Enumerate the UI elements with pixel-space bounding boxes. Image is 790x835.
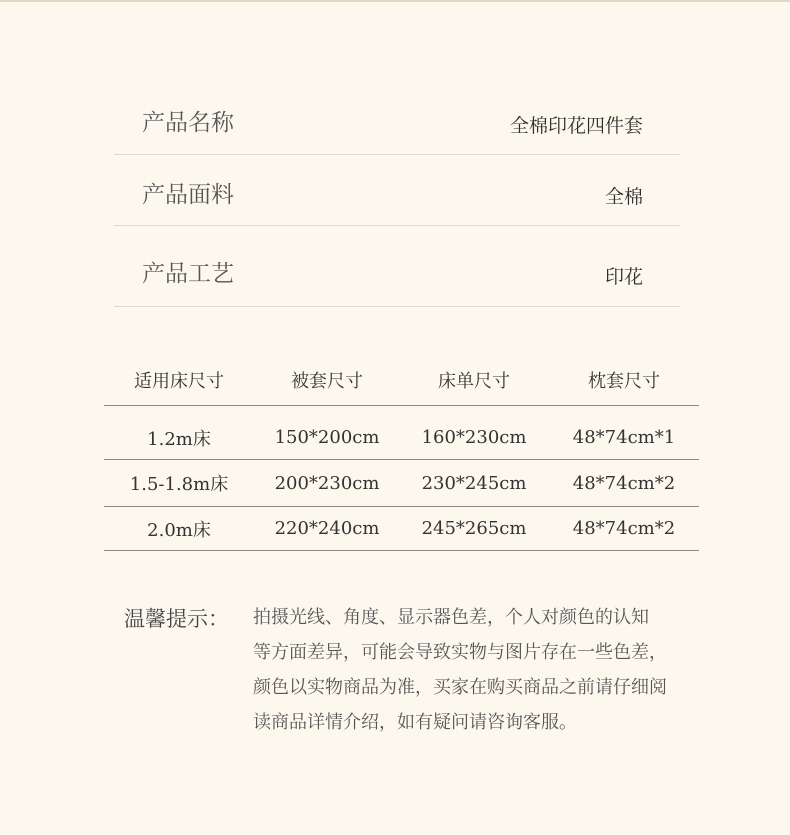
cell-duvet-size: 150*200cm xyxy=(274,427,380,448)
tips-text xyxy=(253,604,693,744)
tips-line: 颜色以实物商品为准，买家在购买商品之前请仔细阅 xyxy=(253,677,667,698)
cell-pillowcase-size: 48*74cm*2 xyxy=(572,472,676,494)
cell-bed-size: 1.2m床 xyxy=(147,428,211,450)
product-fabric-row xyxy=(114,155,680,226)
tips-label: 温馨提示： xyxy=(124,607,229,631)
cell-duvet-size: 200*230cm xyxy=(274,472,380,494)
cell-bed-size: 2.0m床 xyxy=(147,519,211,541)
product-fabric-label: 产品面料 xyxy=(142,182,234,208)
cell-sheet-size: 245*265cm xyxy=(421,518,527,539)
header-sheet-size: 床单尺寸 xyxy=(438,371,510,392)
table-row xyxy=(104,460,699,507)
tips-line: 读商品详情介绍，如有疑问请咨询客服。 xyxy=(253,712,577,733)
product-name-label: 产品名称 xyxy=(142,110,234,136)
product-name-row xyxy=(114,82,680,155)
size-table-header xyxy=(104,355,699,406)
cell-pillowcase-size: 48*74cm*2 xyxy=(572,518,676,539)
top-divider xyxy=(0,0,790,2)
cell-pillowcase-size: 48*74cm*1 xyxy=(572,427,676,448)
header-pillowcase-size: 枕套尺寸 xyxy=(588,371,660,392)
cell-bed-size: 1.5-1.8m床 xyxy=(129,474,229,495)
table-row xyxy=(104,507,699,551)
tips-line: 等方面差异，可能会导致实物与图片存在一些色差， xyxy=(253,642,667,663)
product-craft-row xyxy=(114,226,680,307)
cell-duvet-size: 220*240cm xyxy=(274,518,380,539)
product-name-value: 全棉印花四件套 xyxy=(509,115,643,137)
product-craft-value: 印花 xyxy=(604,266,643,288)
header-bed-size: 适用床尺寸 xyxy=(134,371,224,392)
tips-line: 拍摄光线、角度、显示器色差，个人对颜色的认知 xyxy=(253,607,649,628)
size-table xyxy=(104,355,699,551)
cell-sheet-size: 230*245cm xyxy=(421,472,527,494)
table-row xyxy=(104,416,699,460)
cell-sheet-size: 160*230cm xyxy=(421,427,527,448)
product-craft-label: 产品工艺 xyxy=(142,261,234,287)
product-fabric-value: 全棉 xyxy=(604,186,643,208)
header-duvet-size: 被套尺寸 xyxy=(291,371,363,392)
